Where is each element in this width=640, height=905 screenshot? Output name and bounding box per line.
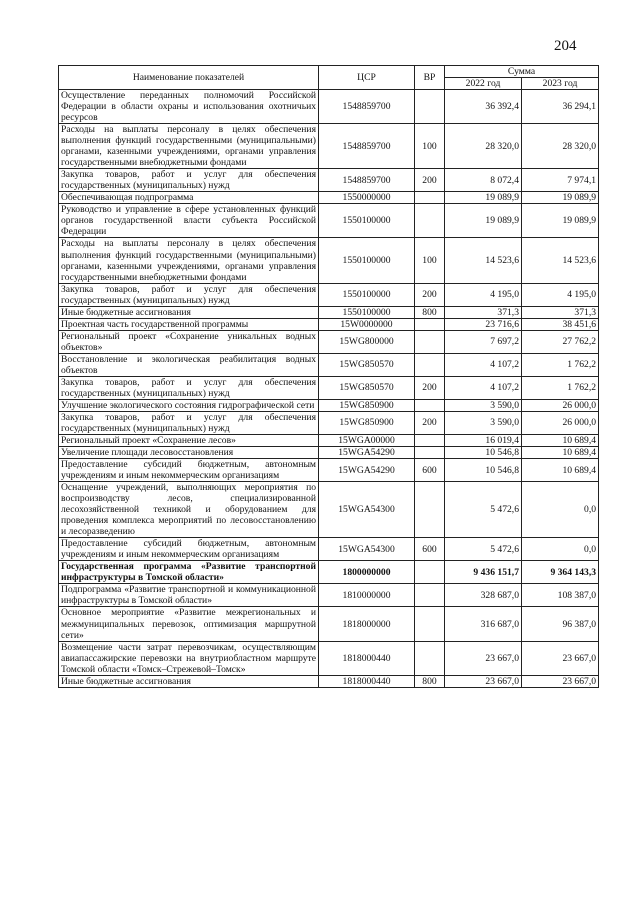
row-csr: 1550100000 xyxy=(319,306,415,318)
row-vr xyxy=(415,641,445,675)
row-value-2023: 0,0 xyxy=(522,538,599,561)
row-csr: 15W0000000 xyxy=(319,318,415,330)
row-csr: 1810000000 xyxy=(319,584,415,607)
row-vr xyxy=(415,330,445,353)
table-row xyxy=(59,538,599,561)
row-name: Государственная программа «Развитие транспортной инфраструктуры в Томской области» xyxy=(59,561,319,584)
row-value-2022: 23 716,6 xyxy=(445,318,522,330)
row-vr: 100 xyxy=(415,124,445,169)
table-row xyxy=(59,584,599,607)
table-row xyxy=(59,283,599,306)
row-name: Региональный проект «Сохранение лесов» xyxy=(59,435,319,447)
row-value-2022: 316 687,0 xyxy=(445,607,522,641)
row-value-2022: 19 089,9 xyxy=(445,204,522,238)
row-value-2023: 19 089,9 xyxy=(522,192,599,204)
table-row xyxy=(59,447,599,459)
header-vr: ВР xyxy=(415,66,445,90)
table-header xyxy=(59,66,599,90)
row-csr: 15WGA00000 xyxy=(319,435,415,447)
row-csr: 1818000440 xyxy=(319,675,415,687)
row-value-2022: 5 472,6 xyxy=(445,538,522,561)
table-row xyxy=(59,411,599,434)
row-name: Предоставление субсидий бюджетным, автономным учреждениям и иным некоммерческим организациям xyxy=(59,538,319,561)
row-vr: 200 xyxy=(415,411,445,434)
row-csr: 1550000000 xyxy=(319,192,415,204)
row-value-2022: 5 472,6 xyxy=(445,482,522,538)
row-value-2023: 28 320,0 xyxy=(522,124,599,169)
row-csr: 1550100000 xyxy=(319,238,415,283)
row-name: Оснащение учреждений, выполняющих мероприятия по воспроизводству лесов, специализированной лесохозяйственной техникой и оборудованием для проведения комплекса мероприятий по лесовосстановлению и лесоразведению xyxy=(59,482,319,538)
table-row xyxy=(59,90,599,124)
row-value-2022: 328 687,0 xyxy=(445,584,522,607)
row-vr xyxy=(415,607,445,641)
budget-table xyxy=(58,65,599,688)
row-value-2022: 3 590,0 xyxy=(445,411,522,434)
row-csr: 15WG850570 xyxy=(319,353,415,376)
row-name: Расходы на выплаты персоналу в целях обеспечения выполнения функций государственными (муниципальными) органами, казенными учреждениями, органами управления государственными внебюджетными фондами xyxy=(59,124,319,169)
row-csr: 1548859700 xyxy=(319,124,415,169)
row-vr xyxy=(415,584,445,607)
row-value-2022: 16 019,4 xyxy=(445,435,522,447)
row-value-2022: 4 107,2 xyxy=(445,353,522,376)
row-name: Предоставление субсидий бюджетным, автономным учреждениям и иным некоммерческим организациям xyxy=(59,459,319,482)
row-csr: 1550100000 xyxy=(319,204,415,238)
row-name: Обеспечивающая подпрограмма xyxy=(59,192,319,204)
row-vr xyxy=(415,399,445,411)
table-row xyxy=(59,204,599,238)
row-value-2023: 14 523,6 xyxy=(522,238,599,283)
row-vr xyxy=(415,318,445,330)
row-name: Восстановление и экологическая реабилитация водных объектов xyxy=(59,353,319,376)
row-value-2022: 36 392,4 xyxy=(445,90,522,124)
row-csr: 15WGA54290 xyxy=(319,447,415,459)
row-value-2022: 8 072,4 xyxy=(445,169,522,192)
row-vr: 200 xyxy=(415,283,445,306)
row-name: Осуществление переданных полномочий Российской Федерации в области охраны и использования охотничьих ресурсов xyxy=(59,90,319,124)
header-2023: 2023 год xyxy=(522,78,599,90)
table-row xyxy=(59,399,599,411)
table-row xyxy=(59,459,599,482)
table-row xyxy=(59,353,599,376)
row-name: Подпрограмма «Развитие транспортной и коммуникационной инфраструктуры в Томской области» xyxy=(59,584,319,607)
row-value-2023: 96 387,0 xyxy=(522,607,599,641)
row-vr xyxy=(415,204,445,238)
row-value-2022: 3 590,0 xyxy=(445,399,522,411)
row-value-2022: 371,3 xyxy=(445,306,522,318)
table-body xyxy=(59,90,599,688)
table-row xyxy=(59,641,599,675)
row-value-2022: 10 546,8 xyxy=(445,447,522,459)
row-value-2023: 10 689,4 xyxy=(522,435,599,447)
row-csr: 1818000000 xyxy=(319,607,415,641)
row-name: Иные бюджетные ассигнования xyxy=(59,675,319,687)
row-name: Увеличение площади лесовосстановления xyxy=(59,447,319,459)
page-number: 204 xyxy=(554,38,577,54)
header-name: Наименование показателей xyxy=(59,66,319,90)
row-vr: 600 xyxy=(415,538,445,561)
row-value-2023: 27 762,2 xyxy=(522,330,599,353)
row-vr: 800 xyxy=(415,306,445,318)
row-vr xyxy=(415,353,445,376)
row-value-2022: 7 697,2 xyxy=(445,330,522,353)
row-value-2022: 9 436 151,7 xyxy=(445,561,522,584)
row-csr: 15WG850900 xyxy=(319,411,415,434)
row-vr xyxy=(415,447,445,459)
row-value-2023: 10 689,4 xyxy=(522,447,599,459)
row-csr: 1548859700 xyxy=(319,90,415,124)
row-vr: 200 xyxy=(415,376,445,399)
row-value-2023: 108 387,0 xyxy=(522,584,599,607)
row-value-2023: 23 667,0 xyxy=(522,641,599,675)
row-csr: 15WGA54290 xyxy=(319,459,415,482)
table-row xyxy=(59,675,599,687)
row-vr: 100 xyxy=(415,238,445,283)
row-value-2023: 1 762,2 xyxy=(522,353,599,376)
row-vr xyxy=(415,192,445,204)
table-row xyxy=(59,238,599,283)
header-2022: 2022 год xyxy=(445,78,522,90)
table-row xyxy=(59,192,599,204)
row-value-2023: 1 762,2 xyxy=(522,376,599,399)
table-row xyxy=(59,330,599,353)
row-csr: 15WGA54300 xyxy=(319,482,415,538)
row-value-2023: 36 294,1 xyxy=(522,90,599,124)
table-row xyxy=(59,169,599,192)
row-value-2023: 26 000,0 xyxy=(522,399,599,411)
row-name: Закупка товаров, работ и услуг для обеспечения государственных (муниципальных) нужд xyxy=(59,283,319,306)
row-value-2023: 10 689,4 xyxy=(522,459,599,482)
table-row xyxy=(59,124,599,169)
row-name: Возмещение части затрат перевозчикам, осуществляющим авиапассажирские перевозки на внутриобластном маршруте Томской области «Томск–Стрежевой–Томск» xyxy=(59,641,319,675)
row-value-2022: 19 089,9 xyxy=(445,192,522,204)
row-value-2022: 10 546,8 xyxy=(445,459,522,482)
row-vr xyxy=(415,482,445,538)
row-csr: 1550100000 xyxy=(319,283,415,306)
row-vr xyxy=(415,561,445,584)
row-value-2023: 19 089,9 xyxy=(522,204,599,238)
row-csr: 1818000440 xyxy=(319,641,415,675)
row-name: Проектная часть государственной программы xyxy=(59,318,319,330)
row-csr: 1548859700 xyxy=(319,169,415,192)
row-value-2023: 38 451,6 xyxy=(522,318,599,330)
row-name: Региональный проект «Сохранение уникальных водных объектов» xyxy=(59,330,319,353)
row-name: Закупка товаров, работ и услуг для обеспечения государственных (муниципальных) нужд xyxy=(59,376,319,399)
table-row xyxy=(59,561,599,584)
row-value-2023: 9 364 143,3 xyxy=(522,561,599,584)
row-value-2023: 7 974,1 xyxy=(522,169,599,192)
table-row xyxy=(59,482,599,538)
row-value-2023: 23 667,0 xyxy=(522,675,599,687)
row-csr: 15WG850570 xyxy=(319,376,415,399)
header-sum: Сумма xyxy=(445,66,599,78)
row-value-2023: 4 195,0 xyxy=(522,283,599,306)
table-row xyxy=(59,318,599,330)
row-value-2022: 4 195,0 xyxy=(445,283,522,306)
row-name: Основное мероприятие «Развитие межрегиональных и межмуниципальных перевозок, оптимизация маршрутной сети» xyxy=(59,607,319,641)
row-name: Расходы на выплаты персоналу в целях обеспечения выполнения функций государственными (муниципальными) органами, казенными учреждениями, органами управления государственными внебюджетными фондами xyxy=(59,238,319,283)
row-value-2022: 28 320,0 xyxy=(445,124,522,169)
row-csr: 1800000000 xyxy=(319,561,415,584)
row-value-2022: 23 667,0 xyxy=(445,641,522,675)
row-csr: 15WG850900 xyxy=(319,399,415,411)
row-value-2022: 4 107,2 xyxy=(445,376,522,399)
row-value-2023: 0,0 xyxy=(522,482,599,538)
row-name: Иные бюджетные ассигнования xyxy=(59,306,319,318)
row-value-2023: 371,3 xyxy=(522,306,599,318)
row-vr: 800 xyxy=(415,675,445,687)
table-row xyxy=(59,607,599,641)
row-vr xyxy=(415,435,445,447)
table-row xyxy=(59,435,599,447)
row-name: Закупка товаров, работ и услуг для обеспечения государственных (муниципальных) нужд xyxy=(59,169,319,192)
row-value-2023: 26 000,0 xyxy=(522,411,599,434)
row-csr: 15WG800000 xyxy=(319,330,415,353)
row-value-2022: 23 667,0 xyxy=(445,675,522,687)
row-value-2022: 14 523,6 xyxy=(445,238,522,283)
row-name: Руководство и управление в сфере установленных функций органов государственной власти субъекта Российской Федерации xyxy=(59,204,319,238)
row-vr: 600 xyxy=(415,459,445,482)
header-csr: ЦСР xyxy=(319,66,415,90)
row-csr: 15WGA54300 xyxy=(319,538,415,561)
row-name: Улучшение экологического состояния гидрографической сети xyxy=(59,399,319,411)
row-vr xyxy=(415,90,445,124)
table-row xyxy=(59,306,599,318)
row-name: Закупка товаров, работ и услуг для обеспечения государственных (муниципальных) нужд xyxy=(59,411,319,434)
table-row xyxy=(59,376,599,399)
row-vr: 200 xyxy=(415,169,445,192)
